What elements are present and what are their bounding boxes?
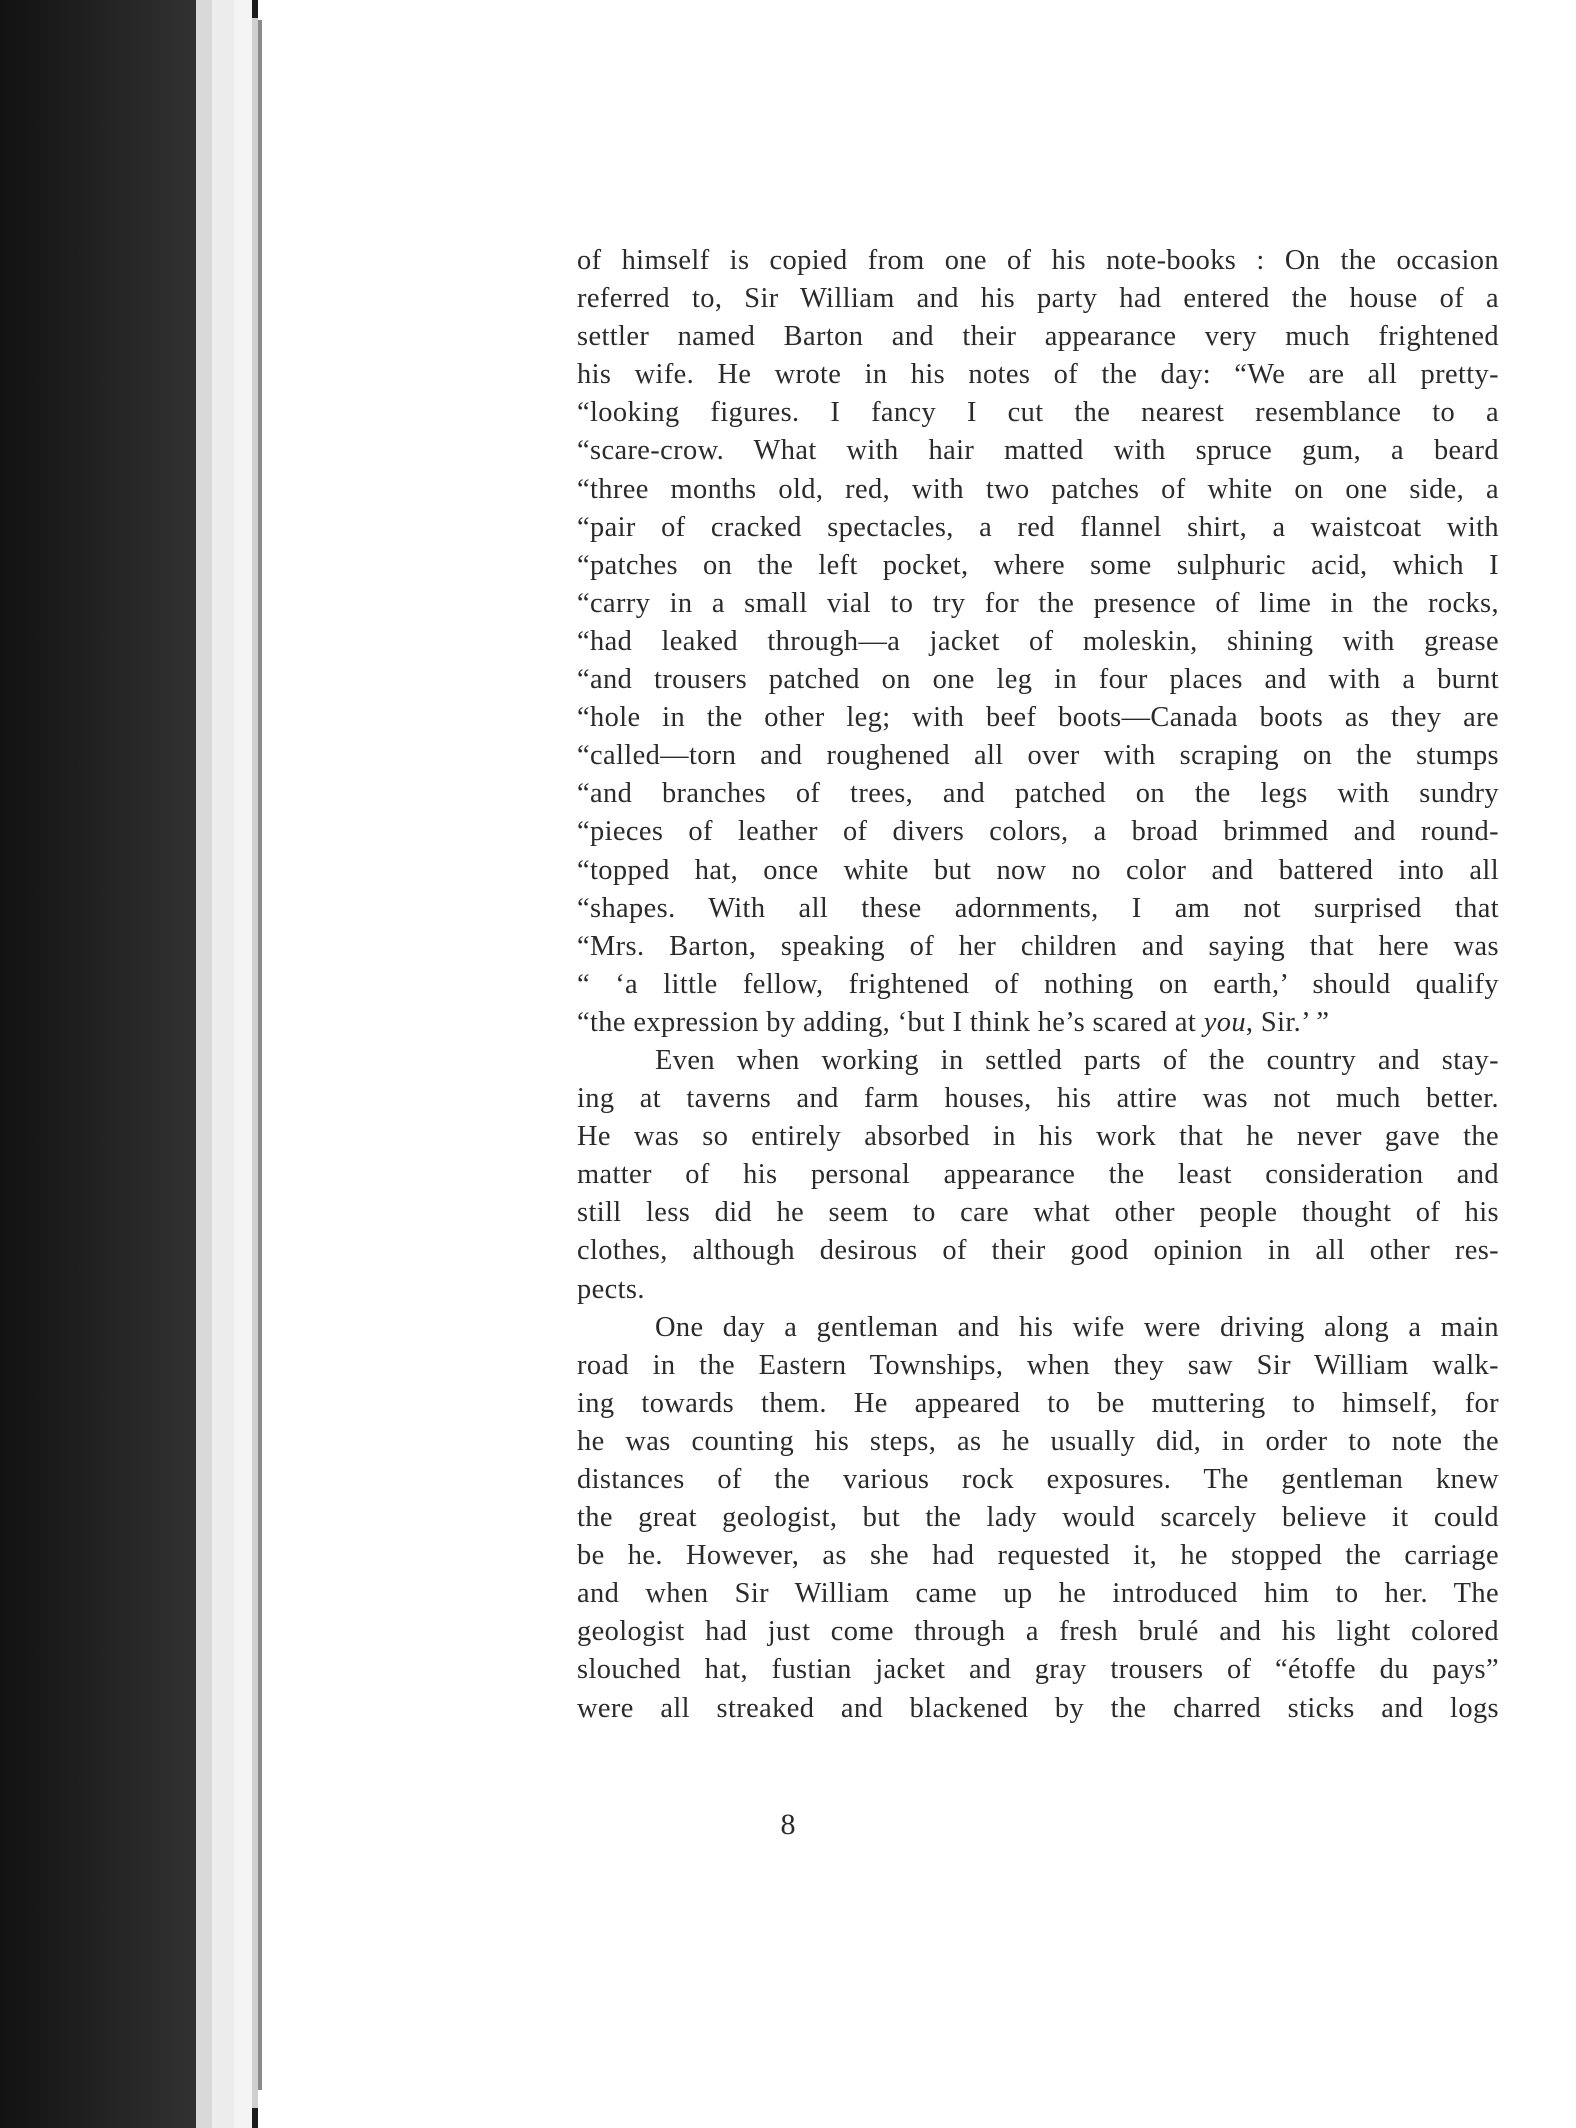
text-line: “looking figures. I fancy I cut the nearest resemblance to a [577, 397, 1499, 429]
text-line: “three months old, red, with two patches of white on one side, a [577, 473, 1499, 505]
text-line: “and trousers patched on one leg in four places and with a burnt [577, 664, 1499, 696]
text-line: “patches on the left pocket, where some sulphuric acid, which I [577, 549, 1499, 581]
text-line: “Mrs. Barton, speaking of her children and saying that here was [577, 930, 1499, 962]
page-number-text: 8 [780, 1808, 796, 1841]
text-line: distances of the various rock exposures. The gentleman knew [577, 1464, 1499, 1495]
text-line: pects. [577, 1273, 645, 1305]
text-line: clothes, although desirous of their good opinion in all other res- [577, 1235, 1499, 1267]
text-line: Even when working in settled parts of the country and stay- [655, 1044, 1499, 1076]
text-line: referred to, Sir William and his party had entered the house of a [577, 283, 1499, 315]
text-line: One day a gentleman and his wife were driving along a main [655, 1311, 1499, 1343]
text-line: “the expression by adding, ‘but I think he’s scared at you, Sir.’ ” [577, 1006, 1330, 1038]
body-text [577, 242, 1499, 1728]
text-line: slouched hat, fustian jacket and gray trousers of “étoffe du pays” [577, 1654, 1499, 1686]
text-line: “ ‘a little fellow, frightened of nothing on earth,’ should qualify [577, 968, 1499, 1000]
text-line: “scare-crow. What with hair matted with spruce gum, a beard [577, 435, 1499, 467]
text-line: he was counting his steps, as he usually did, in order to note the [577, 1425, 1499, 1457]
text-line: “called—torn and roughened all over with scraping on the stumps [577, 740, 1499, 772]
text-line: ing towards them. He appeared to be muttering to himself, for [577, 1387, 1499, 1419]
text-line: “shapes. With all these adornments, I am not surprised that [577, 892, 1499, 924]
text-line: road in the Eastern Townships, when they saw Sir William walk- [577, 1349, 1499, 1381]
text-line: be he. However, as she had requested it, he stopped the carriage [577, 1540, 1499, 1572]
text-line: “had leaked through—a jacket of moleskin, shining with grease [577, 625, 1499, 657]
text-line: of himself is copied from one of his note-books : On the occasion [577, 245, 1499, 276]
page-number [0, 1808, 1576, 1842]
text-line: “topped hat, once white but now no color and battered into all [577, 854, 1499, 886]
text-line: “carry in a small vial to try for the presence of lime in the rocks, [577, 587, 1499, 619]
text-line: “and branches of trees, and patched on the legs with sundry [577, 778, 1499, 810]
binding-mark [258, 20, 262, 2090]
text-line: geologist had just come through a fresh brulé and his light colored [577, 1616, 1499, 1648]
text-line: settler named Barton and their appearance very much frightened [577, 321, 1499, 353]
text-line: were all streaked and blackened by the charred sticks and logs [577, 1692, 1499, 1724]
text-line: and when Sir William came up he introduced him to her. The [577, 1578, 1499, 1610]
text-line: still less did he seem to care what other people thought of his [577, 1197, 1499, 1229]
text-line: his wife. He wrote in his notes of the day: “We are all pretty- [577, 359, 1499, 391]
text-line: “hole in the other leg; with beef boots—Canada boots as they are [577, 702, 1499, 734]
text-line: “pieces of leather of divers colors, a broad brimmed and round- [577, 816, 1499, 848]
text-line: “pair of cracked spectacles, a red flannel shirt, a waistcoat with [577, 511, 1499, 543]
text-line: He was so entirely absorbed in his work that he never gave the [577, 1121, 1499, 1153]
text-line: the great geologist, but the lady would scarcely believe it could [577, 1502, 1499, 1534]
text-line: matter of his personal appearance the least consideration and [577, 1159, 1499, 1191]
text-line: ing at taverns and farm houses, his attire was not much better. [577, 1083, 1499, 1115]
